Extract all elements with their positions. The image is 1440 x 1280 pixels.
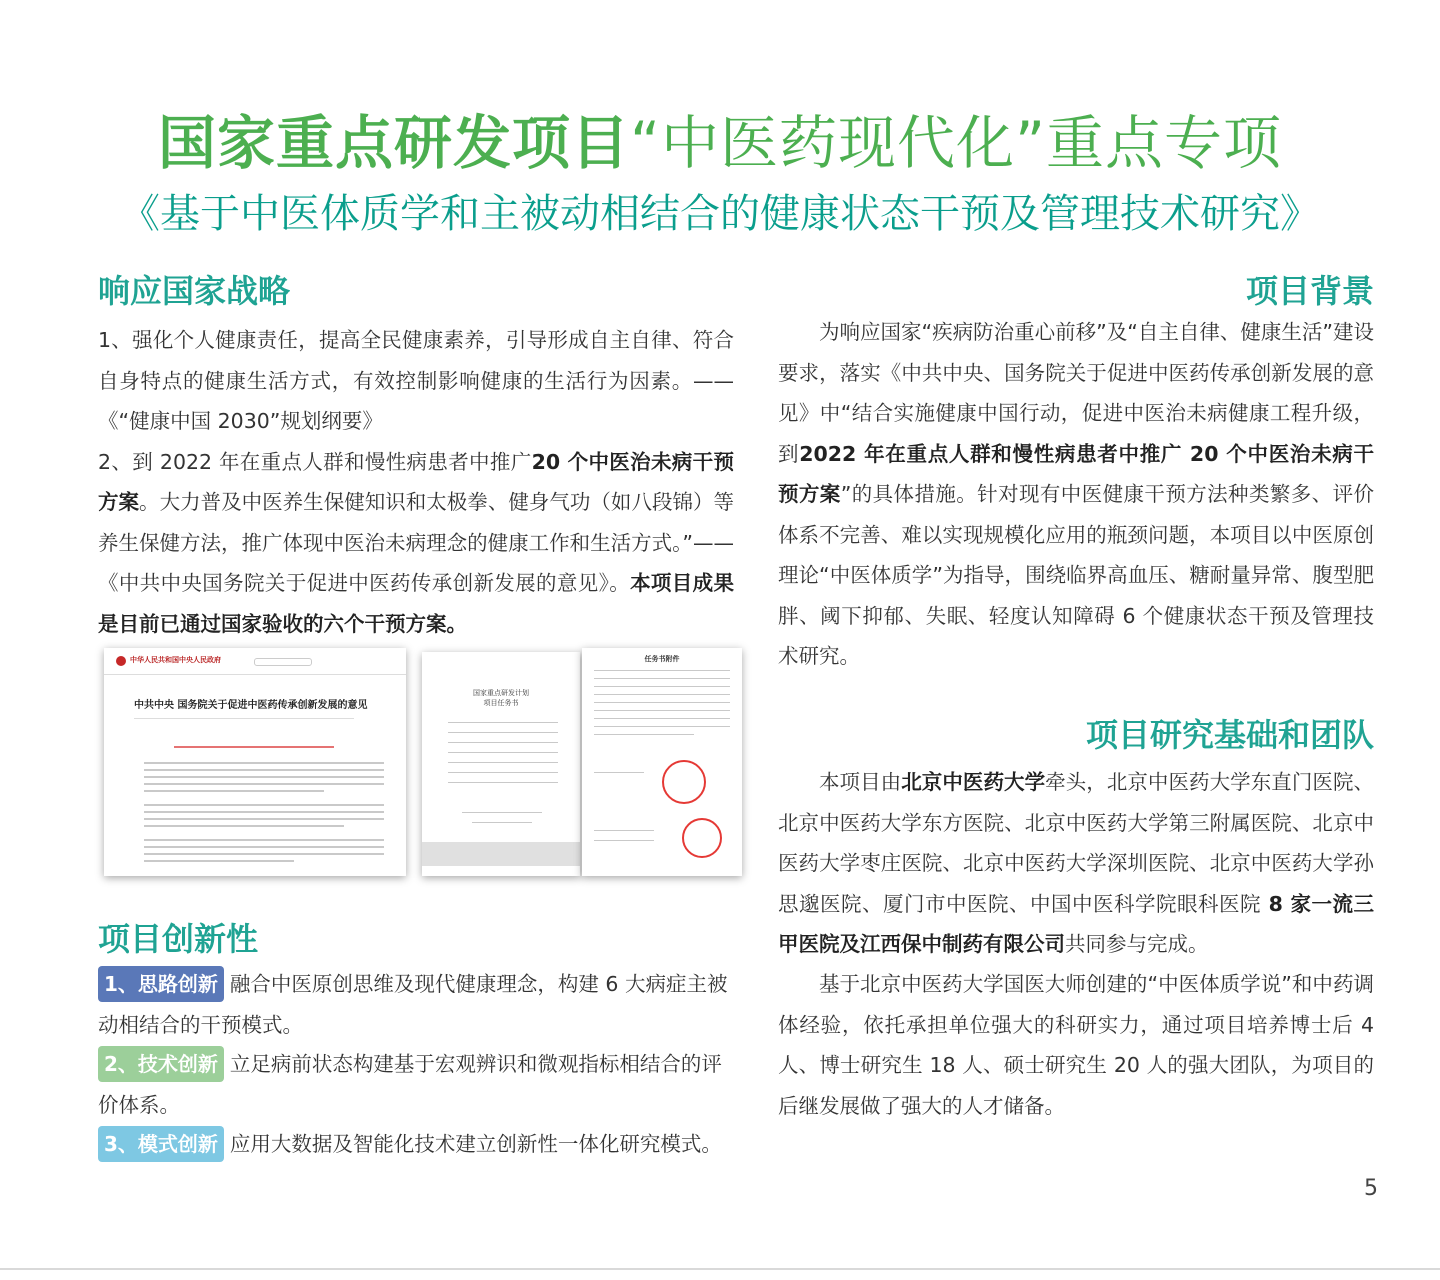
title-main-light: “中医药现代化”重点专项 [629,109,1283,177]
title-main-bold: 国家重点研发项目 [157,109,630,177]
doc1-title: 中共中央 国务院关于促进中医药传承创新发展的意见 [134,700,368,711]
innovation-text-2: 立足病前状态构建基于宏观辨识和微观指标相结合的评价体系。 [98,1052,722,1117]
strategy-item-2 [98,442,734,645]
strategy-item-2-conclusion: 本项目成果是目前已通过国家验收的六个干预方案。 [98,571,735,636]
emblem-icon [116,656,126,666]
strategy-item-2-pre: 2、到 2022 年在重点人群和慢性病患者中推广 [98,449,532,474]
doc3-title: 任务书附件 [644,655,680,663]
team-paragraph-2: 基于北京中医药大学国医大师创建的“中医体质学说”和中药调体经验，依托承担单位强大的科研实力，通过项目培养博士后 4 人、博士研究生 18 人、硕士研究生 20 人的强大团队，为项目的后继发展做了强大的人才储备。 [778,972,1374,1118]
innovation-item-3 [98,1124,738,1165]
strategy-item-2-bold: 20 个中医治未病干预方案 [98,449,734,514]
innovation-text-1: 融合中医原创思维及现代健康理念，构建 6 大病症主被动相结合的干预模式。 [98,972,728,1037]
doc1-search [254,658,312,666]
team-p1-mid: 牵头，北京中医药大学东直门医院、北京中医药大学东方医院、北京中医药大学第三附属医院、北京中医药大学枣庄医院、北京中医药大学深圳医院、北京中医药大学孙思邈医院、厦门市中医院、中国中医科学院眼科医院 [778,770,1375,916]
team-p1-bold: 8 家一流三甲医院及江西保中制药有限公司 [778,891,1374,956]
policy-document-image [104,648,406,876]
document-images [104,648,754,878]
team-p1-pre: 本项目由 [819,770,902,794]
innovation-heading: 项目创新性 [98,920,259,958]
team-p1-post: 共同参与完成。 [1065,932,1209,956]
innovation-tag-2: 2、技术创新 [98,1046,224,1082]
innovation-tag-3: 3、模式创新 [98,1126,224,1162]
doc2-title: 国家重点研发计划 [473,689,529,697]
doc1-site: 中华人民共和国中央人民政府 [130,656,221,664]
page-subtitle: 《基于中医体质学和主被动相结合的健康状态干预及管理技术研究》 [120,191,1320,237]
page-title [0,96,1440,180]
red-seal-icon [682,818,722,858]
background-heading: 项目背景 [1245,272,1374,310]
innovation-tag-1: 1、思路创新 [98,966,224,1002]
team-paragraph-1 [778,762,1374,965]
innovation-text-3: 应用大数据及智能化技术建立创新性一体化研究模式。 [229,1132,722,1156]
task-attachment-image [582,648,742,876]
bottom-rule [0,1268,1440,1270]
strategy-item-2-post: 。大力普及中医养生保健知识和太极拳、健身气功（如八段锦）等养生保健方法，推广体现中医治未病理念的健康工作和生活方式。”——《中共中央国务院关于促进中医药传承创新发展的意见》。 [98,490,735,595]
background-text-post: ”的具体措施。针对现有中医健康干预方法种类繁多、评价体系不完善、难以实现规模化应用的瓶颈问题，本项目以中医原创理论“中医体质学”为指导，围绕临界高血压、糖耐量异常、腹型肥胖、阈下抑郁、失眠、轻度认知障碍 6 个健康状态干预及管理技术研究。 [778,482,1374,668]
doc2-subtitle: 项目任务书 [483,699,519,707]
page-number: 5 [1364,1176,1378,1201]
background-text [778,312,1374,677]
red-seal-icon [662,760,706,804]
strategy-heading: 响应国家战略 [98,272,291,310]
team-heading: 项目研究基础和团队 [1085,716,1374,754]
task-book-image [422,652,580,876]
strategy-item-1: 1、强化个人健康责任，提高全民健康素养，引导形成自主自律、符合自身特点的健康生活方式，有效控制影响健康的生活行为因素。——《“健康中国 2030”规划纲要》 [98,328,734,433]
background-text-bold: 2022 年在重点人群和慢性病患者中推广 20 个中医治未病干预方案 [778,441,1374,506]
innovation-item-2 [98,1044,738,1125]
innovation-item-1 [98,964,738,1045]
team-p1-lead-unit: 北京中医药大学 [901,770,1046,794]
strategy-text [98,320,734,644]
background-text-pre: 为响应国家“疾病防治重心前移”及“自主自律、健康生活”建设要求，落实《中共中央、国务院关于促进中医药传承创新发展的意见》中“结合实施健康中国行动，促进中医治未病健康工程升级，到 [778,320,1374,466]
